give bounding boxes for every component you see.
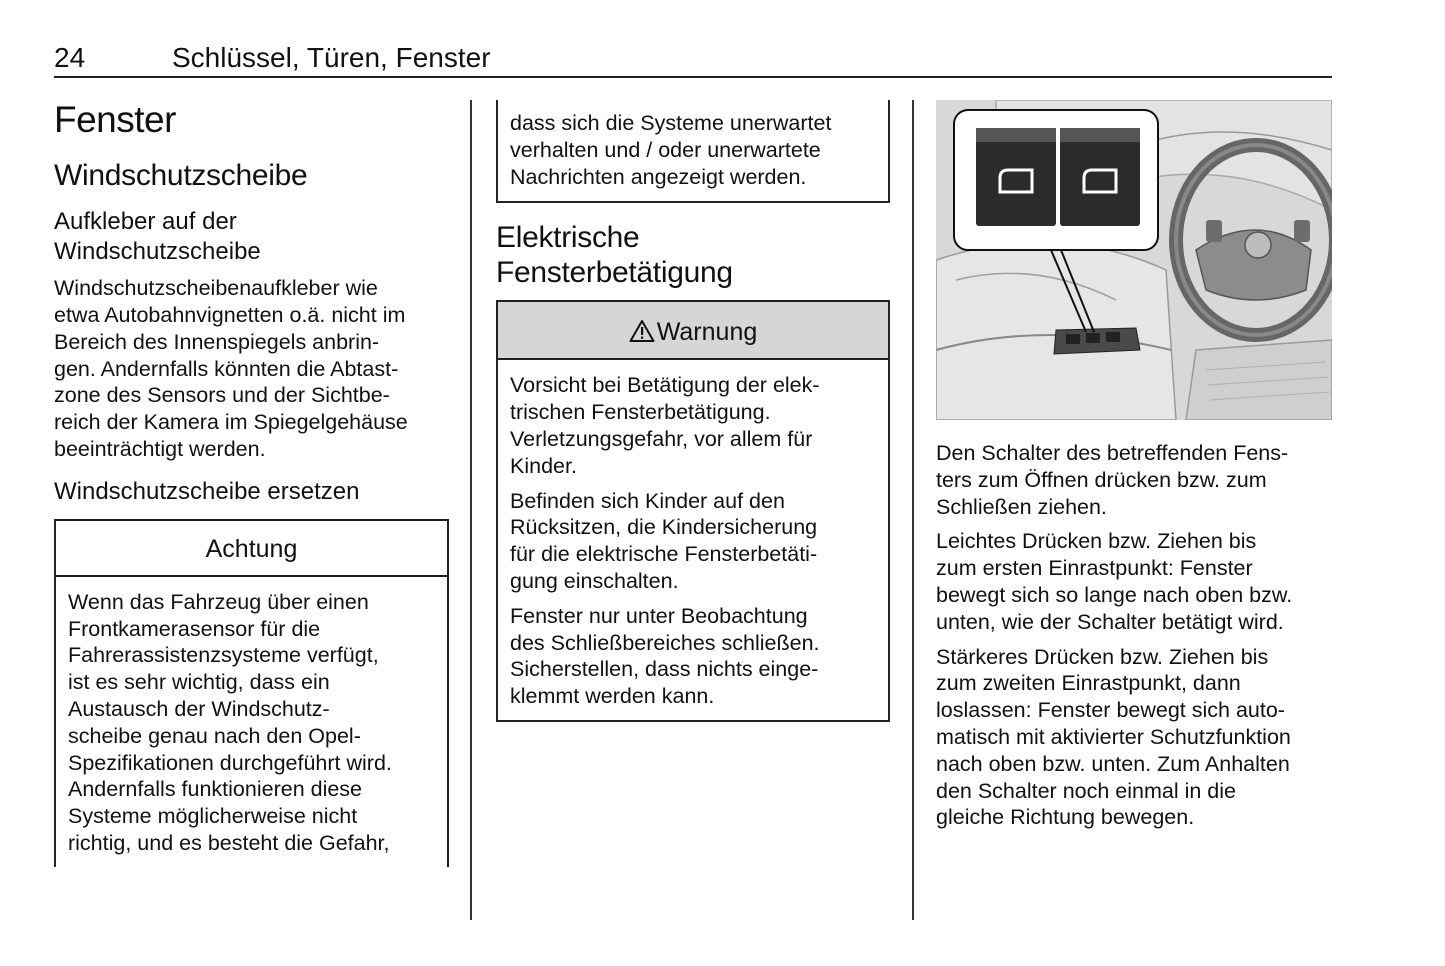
text-line: Andernfalls funktionieren diese xyxy=(68,777,363,802)
text-line: Rücksitzen, die Kindersicherung xyxy=(510,515,818,540)
warning-body xyxy=(498,360,888,720)
instructions xyxy=(936,440,1332,831)
text-line: Windschutzscheibenaufkleber wie xyxy=(54,276,378,301)
text-line: Sicherstellen, dass nichts einge- xyxy=(510,657,819,682)
text-line: unten, wie der Schalter betätigt wird. xyxy=(936,609,1284,634)
text-line: Nachrichten angezeigt werden. xyxy=(510,164,807,189)
text-line: bewegt sich so lange nach oben bzw. xyxy=(936,582,1293,607)
warning-box xyxy=(496,300,890,722)
text-line: Fenster nur unter Beobachtung xyxy=(510,603,808,628)
paragraph xyxy=(54,275,449,463)
window-switch-illustration xyxy=(936,100,1332,420)
text-line: Leichtes Drücken bzw. Ziehen bis xyxy=(936,529,1257,554)
column-3 xyxy=(936,100,1332,839)
column-divider-2 xyxy=(912,100,914,920)
paragraph xyxy=(936,440,1332,520)
text-line: Verletzungsgefahr, vor allem für xyxy=(510,426,813,451)
paragraph xyxy=(936,528,1332,635)
warning-triangle-icon xyxy=(629,316,655,347)
warning-paragraph xyxy=(510,603,876,710)
subsection-heading: Aufkleber auf der Windschutzscheibe xyxy=(54,208,261,266)
text-line: gleiche Richtung bewegen. xyxy=(936,805,1195,830)
notice-text xyxy=(68,589,435,857)
page-number: 24 xyxy=(54,42,86,73)
text-line: zone des Sensors und der Sichtbe- xyxy=(54,383,390,408)
text-line: Wenn das Fahrzeug über einen xyxy=(68,589,369,614)
text-line: ist es sehr wichtig, dass ein xyxy=(68,670,330,695)
text-line: Stärkeres Drücken bzw. Ziehen bis xyxy=(936,644,1269,669)
text-line: richtig, und es besteht die Gefahr, xyxy=(68,830,390,855)
text-line: Spezifikationen durchgeführt wird. xyxy=(68,750,392,775)
column-1 xyxy=(54,100,449,867)
section-heading: Windschutzscheibe xyxy=(54,158,308,192)
text-line: Systeme möglicherweise nicht xyxy=(68,804,358,829)
page-heading: Fenster xyxy=(54,99,176,140)
text-line: Vorsicht bei Betätigung der elek- xyxy=(510,373,820,398)
text-line: gung einschalten. xyxy=(510,568,679,593)
text-line: für die elektrische Fensterbetäti- xyxy=(510,542,818,567)
warning-paragraph xyxy=(510,372,876,479)
text-line: zum zweiten Einrastpunkt, dann xyxy=(936,671,1241,696)
subsection-heading: Windschutzscheibe ersetzen xyxy=(54,477,360,505)
text-line: des Schließbereiches schließen. xyxy=(510,630,820,655)
paragraph xyxy=(936,644,1332,832)
section-heading-line: Elektrische xyxy=(496,221,640,255)
text-line: Bereich des Innenspiegels anbrin- xyxy=(54,329,380,354)
text-line: Den Schalter des betreffenden Fens- xyxy=(936,441,1289,465)
warning-paragraph xyxy=(510,488,876,595)
text-line: klemmt werden kann. xyxy=(510,684,715,709)
notice-text xyxy=(510,110,876,190)
header-rule xyxy=(54,76,1332,78)
section-heading xyxy=(496,221,890,290)
text-line: nach oben bzw. unten. Zum Anhalten xyxy=(936,751,1290,776)
text-line: Befinden sich Kinder auf den xyxy=(510,488,785,513)
text-line: Kinder. xyxy=(510,453,577,478)
text-line: beeinträchtigt werden. xyxy=(54,436,266,461)
text-line: ters zum Öffnen drücken bzw. zum xyxy=(936,467,1267,492)
text-line: Fahrerassistenzsysteme verfügt, xyxy=(68,643,379,668)
text-line: verhalten und / oder unerwartete xyxy=(510,137,821,162)
text-line: Schließen ziehen. xyxy=(936,494,1107,519)
warning-header xyxy=(498,302,888,360)
notice-title: Achtung xyxy=(56,521,447,577)
notice-box-continued xyxy=(496,100,890,203)
text-line: matisch mit aktivierter Schutzfunktion xyxy=(936,724,1291,749)
column-divider-1 xyxy=(470,100,472,920)
text-line: etwa Autobahnvignetten o.ä. nicht im xyxy=(54,302,406,327)
text-line: loslassen: Fenster bewegt sich auto- xyxy=(936,698,1285,723)
notice-box xyxy=(54,519,449,867)
text-line: Austausch der Windschutz- xyxy=(68,696,330,721)
text-line: Frontkamerasensor für die xyxy=(68,616,321,641)
text-line: den Schalter noch einmal in die xyxy=(936,778,1236,803)
chapter-title: Schlüssel, Türen, Fenster xyxy=(172,42,491,73)
column-2 xyxy=(496,100,890,722)
text-line: scheibe genau nach den Opel- xyxy=(68,723,361,748)
section-heading-line: Fensterbetätigung xyxy=(496,255,733,289)
text-line: gen. Andernfalls könnten die Abtast- xyxy=(54,356,399,381)
text-line: reich der Kamera im Spiegelgehäuse xyxy=(54,410,408,435)
notice-body xyxy=(56,577,447,867)
text-line: zum ersten Einrastpunkt: Fenster xyxy=(936,556,1253,581)
text-line: trischen Fensterbetätigung. xyxy=(510,400,771,425)
text-line: dass sich die Systeme unerwartet xyxy=(510,111,832,135)
warning-title: Warnung xyxy=(656,318,758,347)
